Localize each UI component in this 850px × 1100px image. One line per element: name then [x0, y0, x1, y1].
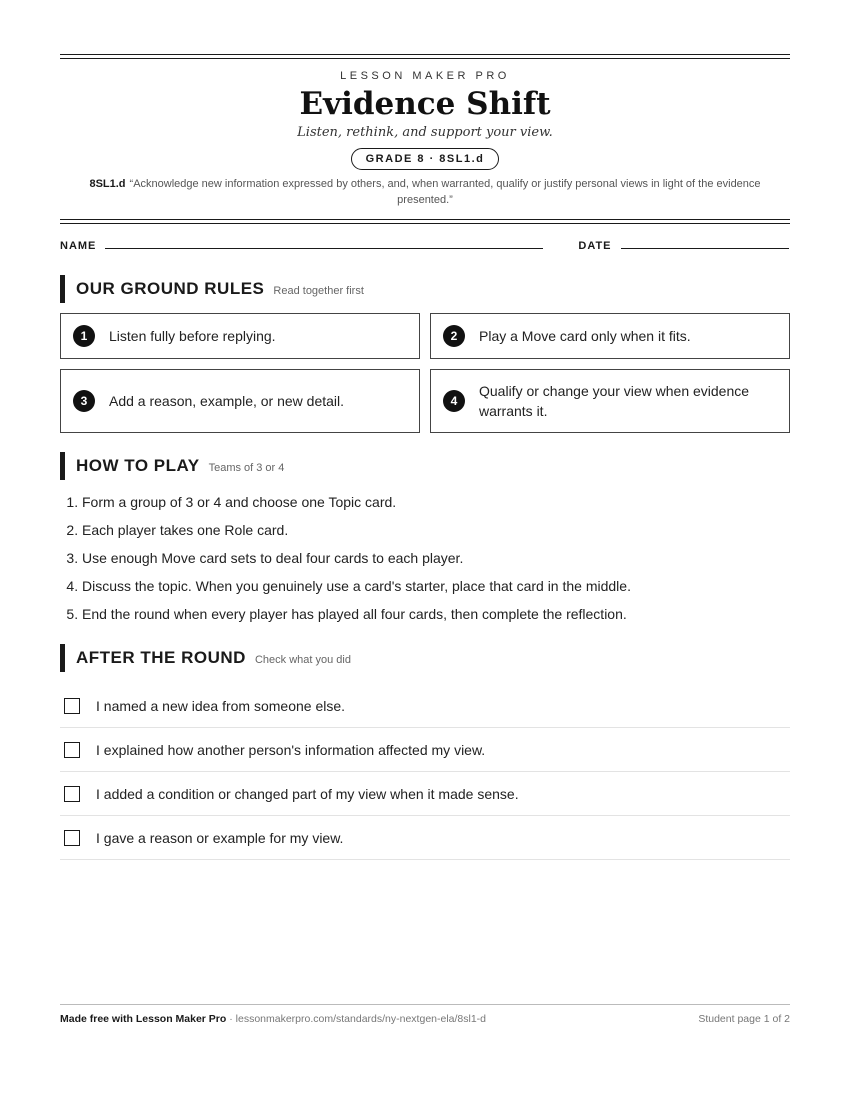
name-date-row	[60, 240, 790, 252]
section-subtitle: Read together first	[273, 285, 364, 297]
footer-credit	[60, 1013, 486, 1025]
header-top-rule	[60, 54, 790, 59]
rule-text: Play a Move card only when it fits.	[479, 328, 691, 344]
section-subtitle: Teams of 3 or 4	[208, 462, 285, 474]
name-field[interactable]	[105, 247, 543, 249]
section-title: AFTER THE ROUND	[76, 648, 246, 667]
checklist-text: I added a condition or changed part of my view when it made sense.	[96, 785, 519, 802]
rule-card	[430, 369, 790, 433]
rule-text: Listen fully before replying.	[109, 328, 276, 344]
standard-code: 8SL1.d	[89, 178, 126, 190]
standard-text: “Acknowledge new information expressed by others, and, when warranted, qualify or justify personal views in light of the evidence presented.”	[129, 178, 761, 206]
page-subtitle: Listen, rethink, and support your view.	[297, 125, 553, 140]
grade-badge: GRADE 8 · 8SL1.d	[351, 148, 500, 170]
rule-number: 2	[443, 325, 465, 347]
checkbox[interactable]	[64, 830, 80, 846]
footer-page-number: Student page 1 of 2	[698, 1013, 790, 1025]
checkbox[interactable]	[64, 742, 80, 758]
checklist-item	[60, 684, 790, 728]
rule-text: Qualify or change your view when evidence warrants it.	[479, 383, 750, 419]
how-to-play-steps	[60, 488, 790, 628]
rule-number: 1	[73, 325, 95, 347]
ground-rules-heading	[60, 275, 790, 303]
section-title: OUR GROUND RULES	[76, 279, 265, 298]
rule-card	[60, 369, 420, 433]
step-item: 3. Use enough Move card sets to deal four cards to each player.	[82, 544, 790, 572]
how-to-play-heading	[60, 452, 790, 480]
brand-name: LESSON MAKER PRO	[340, 70, 510, 82]
rule-number: 3	[73, 390, 95, 412]
page-title: Evidence Shift	[299, 86, 551, 122]
section-title: HOW TO PLAY	[76, 456, 200, 475]
checklist-item	[60, 816, 790, 860]
rule-card	[430, 313, 790, 359]
rule-text: Add a reason, example, or new detail.	[109, 393, 345, 409]
standard-description	[74, 176, 776, 208]
checklist-text: I gave a reason or example for my view.	[96, 829, 344, 846]
page-footer	[60, 1004, 790, 1025]
name-label: NAME	[60, 240, 97, 252]
step-item: 4. Discuss the topic. When you genuinely use a card's starter, place that card in the middle.	[82, 572, 790, 600]
checklist-text: I explained how another person's information affected my view.	[96, 741, 486, 758]
after-round-heading	[60, 644, 790, 672]
footer-url[interactable]: · lessonmakerpro.com/standards/ny-nextgen-ela/8sl1-d	[226, 1013, 487, 1025]
checkbox[interactable]	[64, 786, 80, 802]
step-item: 2. Each player takes one Role card.	[82, 516, 790, 544]
step-item: 1. Form a group of 3 or 4 and choose one Topic card.	[82, 488, 790, 516]
checklist-item	[60, 772, 790, 816]
date-field[interactable]	[621, 247, 789, 249]
rule-number: 4	[443, 390, 465, 412]
checklist-item	[60, 728, 790, 772]
reflection-checklist	[60, 684, 790, 860]
rule-card	[60, 313, 420, 359]
header-bottom-rule	[60, 219, 790, 224]
checkbox[interactable]	[64, 698, 80, 714]
worksheet-page	[60, 54, 790, 860]
step-item: 5. End the round when every player has played all four cards, then complete the reflection.	[82, 600, 790, 628]
ground-rules-grid	[60, 313, 790, 433]
footer-made-with: Made free with Lesson Maker Pro	[60, 1013, 227, 1025]
section-subtitle: Check what you did	[254, 654, 351, 666]
date-label: DATE	[578, 240, 612, 252]
checklist-text: I named a new idea from someone else.	[96, 697, 346, 714]
